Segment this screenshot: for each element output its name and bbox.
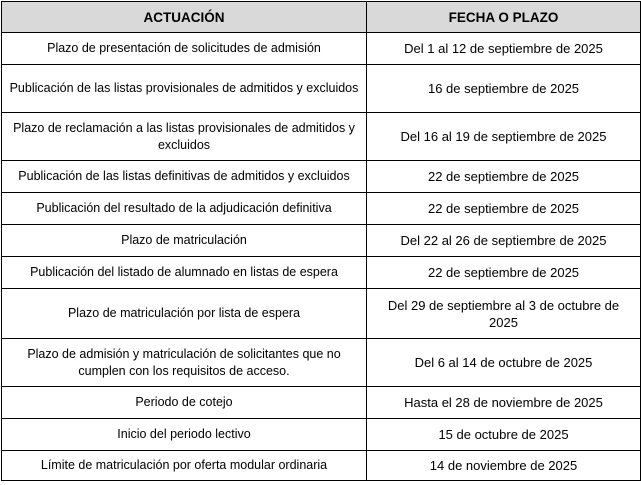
actuacion-cell: Plazo de reclamación a las listas provisionales de admitidos y excluidos — [2, 113, 367, 161]
fecha-cell: Del 16 al 19 de septiembre de 2025 — [367, 113, 641, 161]
actuacion-cell: Límite de matriculación por oferta modular ordinaria — [2, 451, 367, 481]
fecha-cell: 22 de septiembre de 2025 — [367, 161, 641, 193]
schedule-table — [1, 1, 641, 481]
fecha-cell: 22 de septiembre de 2025 — [367, 257, 641, 289]
table-row — [2, 339, 641, 387]
fecha-cell: 15 de octubre de 2025 — [367, 419, 641, 451]
actuacion-cell: Publicación del resultado de la adjudicación definitiva — [2, 193, 367, 225]
table-row — [2, 33, 641, 65]
fecha-cell: 14 de noviembre de 2025 — [367, 451, 641, 481]
table-row — [2, 419, 641, 451]
header-actuacion: ACTUACIÓN — [2, 2, 367, 33]
actuacion-cell: Plazo de admisión y matriculación de solicitantes que no cumplen con los requisitos de acceso. — [2, 339, 367, 387]
fecha-cell: Del 6 al 14 de octubre de 2025 — [367, 339, 641, 387]
fecha-cell: 16 de septiembre de 2025 — [367, 65, 641, 113]
table-row — [2, 225, 641, 257]
table-row — [2, 161, 641, 193]
fecha-cell: 22 de septiembre de 2025 — [367, 193, 641, 225]
actuacion-cell: Periodo de cotejo — [2, 387, 367, 419]
table-row — [2, 387, 641, 419]
actuacion-cell: Plazo de presentación de solicitudes de admisión — [2, 33, 367, 65]
actuacion-cell: Publicación de las listas definitivas de admitidos y excluidos — [2, 161, 367, 193]
actuacion-cell: Plazo de matriculación — [2, 225, 367, 257]
actuacion-cell: Plazo de matriculación por lista de espera — [2, 289, 367, 339]
table-row — [2, 289, 641, 339]
actuacion-cell: Inicio del periodo lectivo — [2, 419, 367, 451]
fecha-cell: Del 22 al 26 de septiembre de 2025 — [367, 225, 641, 257]
actuacion-cell: Publicación de las listas provisionales de admitidos y excluidos — [2, 65, 367, 113]
schedule-table-wrapper — [1, 1, 640, 481]
table-row — [2, 257, 641, 289]
table-row — [2, 193, 641, 225]
header-fecha-plazo: FECHA O PLAZO — [367, 2, 641, 33]
actuacion-cell: Publicación del listado de alumnado en listas de espera — [2, 257, 367, 289]
fecha-cell: Del 29 de septiembre al 3 de octubre de 2025 — [367, 289, 641, 339]
table-header-row — [2, 2, 641, 33]
fecha-cell: Hasta el 28 de noviembre de 2025 — [367, 387, 641, 419]
table-row — [2, 451, 641, 481]
fecha-cell: Del 1 al 12 de septiembre de 2025 — [367, 33, 641, 65]
table-row — [2, 113, 641, 161]
table-row — [2, 65, 641, 113]
